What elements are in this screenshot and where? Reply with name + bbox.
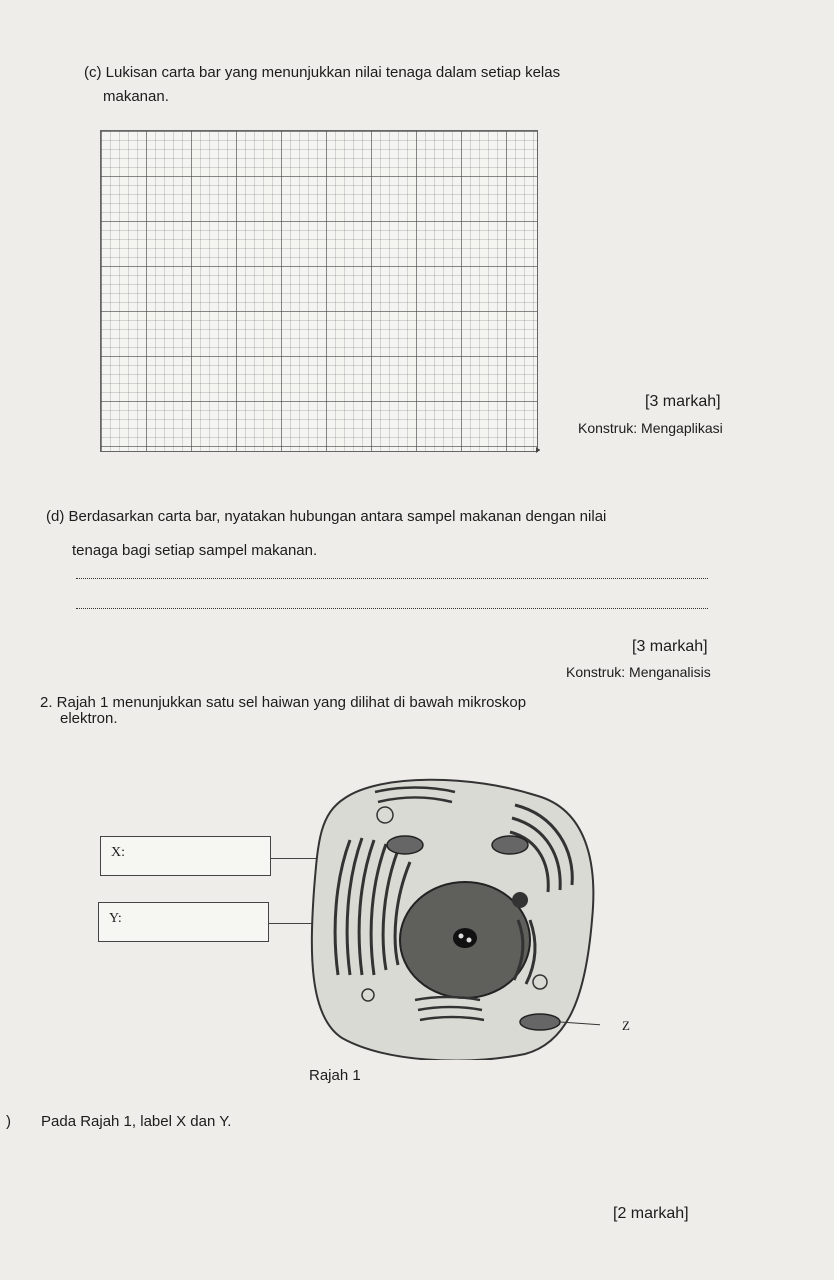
graph-paper-edge [100, 130, 540, 455]
part-c-question-line-2: makanan. [103, 88, 169, 105]
label-z-text: Z [622, 1018, 630, 1033]
answer-line-1[interactable] [76, 578, 708, 579]
label-y-box[interactable] [98, 902, 269, 942]
nucleolus [453, 928, 477, 948]
figure-caption: Rajah 1 [309, 1067, 361, 1084]
graph-paper[interactable] [100, 130, 540, 455]
part-d-skill: Konstruk: Menganalisis [566, 664, 711, 680]
mitochondrion [387, 836, 423, 854]
label-x-text: X: [111, 845, 125, 860]
part-d-question-line-1: (d) Berdasarkan carta bar, nyatakan hubungan antara sampel makanan dengan nilai [46, 508, 607, 525]
part-d-marks: [3 markah] [632, 638, 708, 655]
part-d-question-line-2: tenaga bagi setiap sampel makanan. [72, 542, 318, 559]
answer-line-2[interactable] [76, 608, 708, 609]
question-2-line-1: 2. Rajah 1 menunjukkan satu sel haiwan yang dilihat di bawah mikroskop [40, 694, 527, 711]
question-2-line-2: elektron. [60, 710, 118, 727]
sub-question-marker: ) [6, 1113, 11, 1130]
animal-cell-diagram [300, 770, 600, 1060]
part-c-skill: Konstruk: Mengaplikasi [578, 420, 723, 436]
label-y-text: Y: [109, 911, 122, 926]
sub-question-text: Pada Rajah 1, label X dan Y. [41, 1113, 232, 1130]
question-2-marks: [2 markah] [613, 1205, 689, 1222]
part-c-marks: [3 markah] [645, 393, 721, 410]
label-x-box[interactable] [100, 836, 271, 876]
part-c-question-line-1: (c) Lukisan carta bar yang menunjukkan nilai tenaga dalam setiap kelas [84, 64, 561, 81]
mitochondrion [520, 1014, 560, 1030]
mitochondrion [492, 836, 528, 854]
